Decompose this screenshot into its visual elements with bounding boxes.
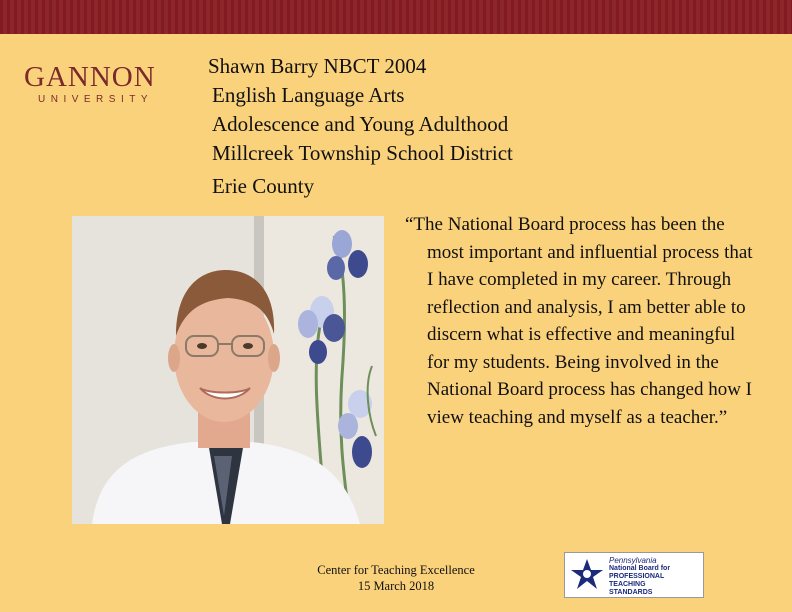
teacher-name: Shawn Barry NBCT 2004 [208, 54, 427, 78]
teacher-district: Millcreek Township School District [212, 141, 513, 165]
footer [296, 562, 496, 594]
logo-wordmark: GANNON [24, 61, 156, 93]
portrait-illustration [72, 216, 384, 524]
gannon-university-logo [24, 62, 164, 105]
nbpts-line4: TEACHING [609, 581, 646, 588]
nbpts-state: Pennsylvania [609, 556, 657, 565]
logo-subtitle: UNIVERSITY [38, 94, 154, 105]
footer-center-name: Center for Teaching Excellence [317, 563, 475, 577]
top-banner [0, 0, 792, 34]
teacher-county: Erie County [212, 174, 315, 198]
pennsylvania-star-icon [567, 553, 607, 597]
teacher-certificate: Adolescence and Young Adulthood [212, 112, 509, 136]
testimonial-quote [405, 211, 755, 431]
footer-date: 15 March 2018 [357, 579, 435, 593]
nbpts-text [609, 556, 670, 597]
nbpts-line2: National Board for [609, 565, 671, 572]
nbpts-logo [564, 552, 704, 598]
teacher-photo [72, 216, 384, 524]
quote-text: “The National Board process has been the most important and influential process that I have completed in my career. Through reflection and analysis, I am better able to discern what is effective and meaningful for my students. Being involved in the National Board process has changed how I view teaching and myself as a teacher.” [405, 214, 753, 428]
teacher-subject: English Language Arts [212, 83, 405, 107]
nbpts-line5: STANDARDS [609, 589, 653, 596]
teacher-info [208, 52, 513, 201]
nbpts-line3: PROFESSIONAL [609, 573, 665, 580]
